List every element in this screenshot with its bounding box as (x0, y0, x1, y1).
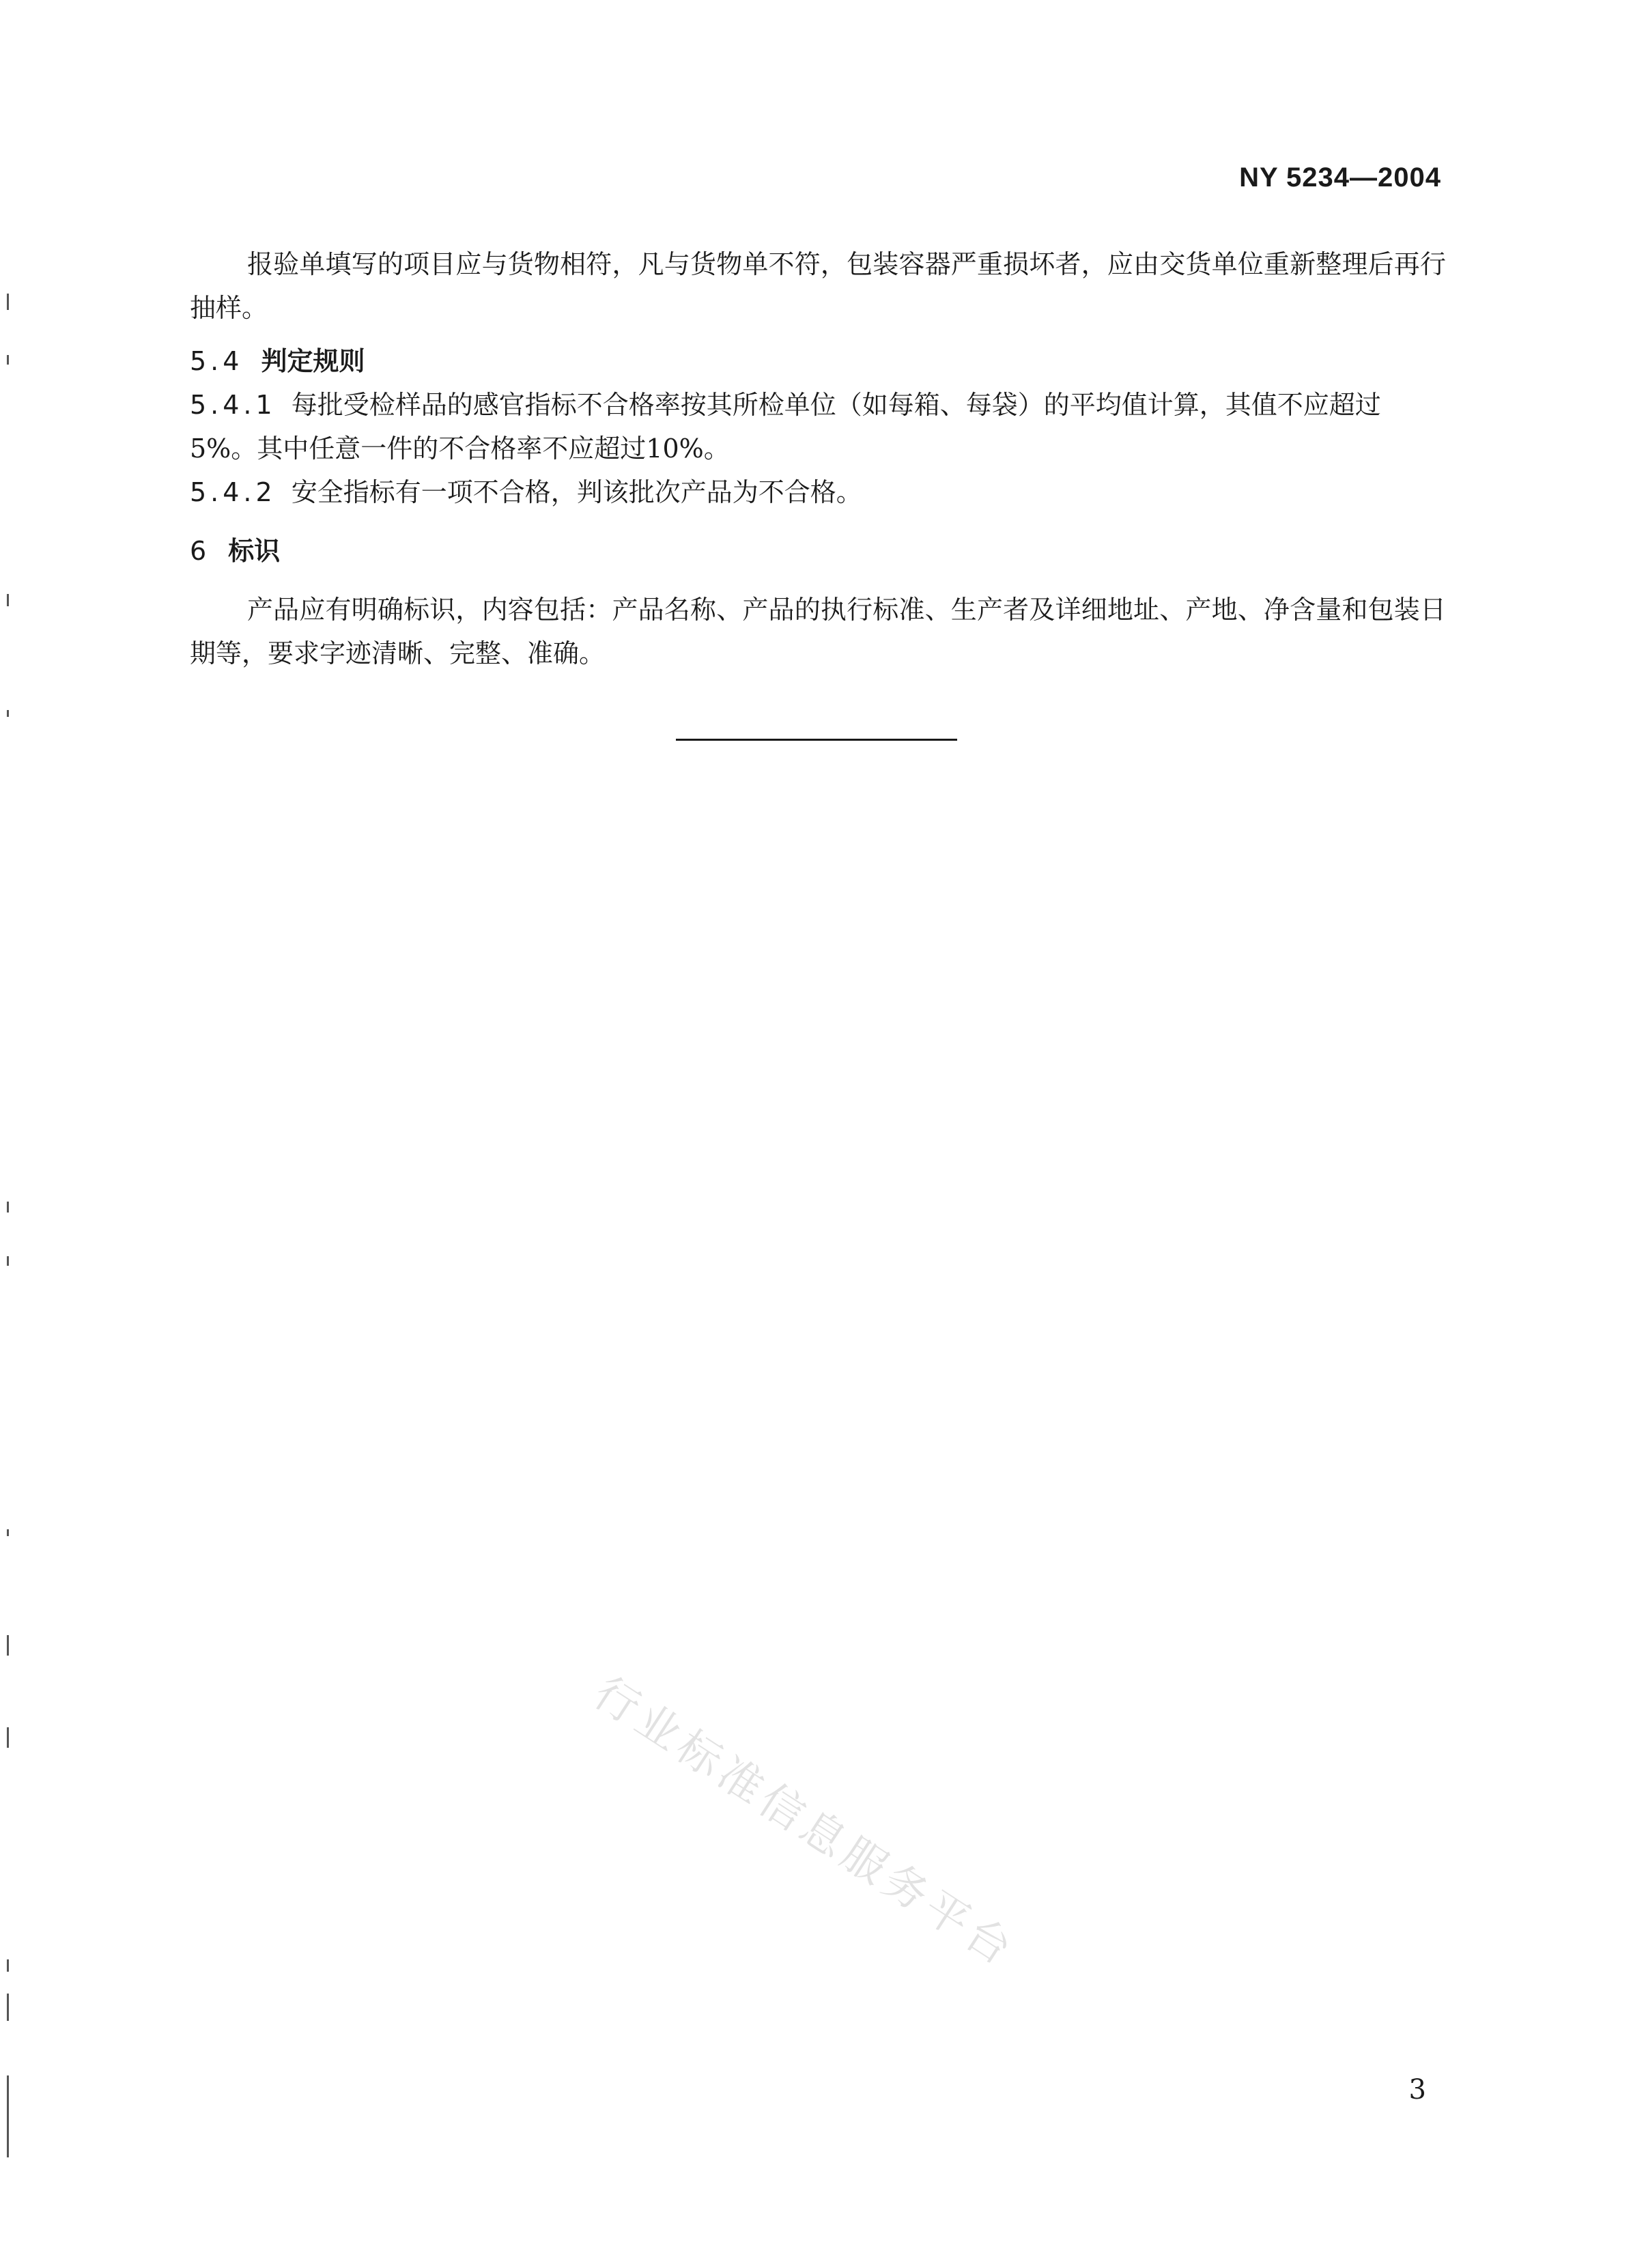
section-number: 5.4 (190, 346, 244, 376)
section-title: 标识 (228, 536, 281, 566)
intro-paragraph: 报验单填写的项目应与货物相符，凡与货物单不符，包装容器严重损坏者，应由交货单位重新整理后再行抽样。 (190, 249, 1446, 323)
section-title: 判定规则 (261, 346, 365, 376)
clause-number: 5.4.2 (190, 477, 276, 507)
standard-code: NY 5234—2004 (1239, 162, 1441, 193)
section-6-paragraph: 产品应有明确标识，内容包括：产品名称、产品的执行标准、生产者及详细地址、产地、净含量和包装日期等，要求字迹清晰、完整、准确。 (190, 595, 1446, 668)
binding-edge-marks (0, 0, 20, 2268)
end-of-document-rule (676, 739, 957, 741)
clause-number: 5.4.1 (190, 390, 276, 420)
clause-5-4-1 (190, 383, 1446, 470)
page-number: 3 (1408, 2074, 1426, 2106)
clause-text: 每批受检样品的感官指标不合格率按其所检单位（如每箱、每袋）的平均值计算，其值不应超过5%。其中任意一件的不合格率不应超过10%。 (190, 390, 1381, 464)
section-number: 6 (190, 536, 211, 566)
section-heading-5-4 (190, 339, 1446, 383)
document-body (190, 242, 1446, 675)
section-heading-6 (190, 529, 1446, 573)
clause-5-4-2 (190, 470, 1446, 514)
watermark: 行业标准信息服务平台 (584, 1667, 1025, 1978)
clause-text: 安全指标有一项不合格，判该批次产品为不合格。 (291, 477, 862, 507)
